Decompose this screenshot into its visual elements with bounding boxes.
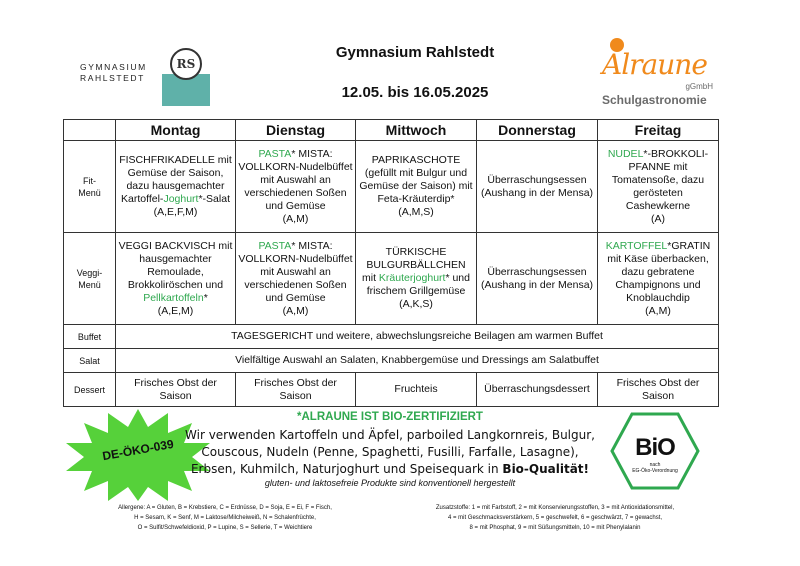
school-logo-text [80,62,147,84]
fit-thursday: Überraschungsessen (Aushang in der Mensa) [477,141,598,233]
page-title: Gymnasium Rahlstedt [335,44,495,61]
corner-cell [64,120,116,141]
veggi-monday: VEGGI BACKVISCH mit hausgemachter Remoulade, Brokkoliröschen und Pellkartoffeln* (A,E,M) [116,233,236,325]
veggi-menu-row [64,233,719,325]
allergen-codes: (A,M) [282,212,309,225]
allergen-codes: (A,K,S) [399,298,433,310]
allergen-codes: (A,M) [645,304,671,317]
day-header-tuesday: Dienstag [236,120,356,141]
dessert-tuesday: Frisches Obst der Saison [236,373,356,407]
school-logo-line2: RAHLSTEDT [80,73,145,83]
bio-seal-word: BiO [635,434,675,461]
day-header-row [64,120,719,141]
salat-label: Salat [64,349,116,373]
school-emblem-icon: RS [170,48,202,80]
bio-ingredients-text: Wir verwenden Kartoffeln und Äpfel, parboiled Langkornreis, Bulgur, Couscous, Nudeln (Penne, Spaghetti, Fusilli, Farfalle, Lasagne), Erbsen, Kuhmilch, Naturjoghurt und Speisequark in Bio-Qualität! [185,428,595,476]
caterer-logo-sub: Schulgastronomie [602,93,707,107]
caterer-logo-gmbh: gGmbH [685,82,713,91]
bio-seal [610,412,700,490]
bio-certified-heading: *ALRAUNE IST BIO-ZERTIFIZIERT [297,411,483,423]
dessert-label: Dessert [64,373,116,407]
dessert-wednesday: Fruchteis [356,373,477,407]
allergen-legend: Allergene: A = Gluten, B = Krebstiere, C = Erdnüsse, D = Soja, E = Ei, F = Fisch, H = Sesam, K = Senf, M = Laktose/Milcheiweiß, N = Schalenfrüchte, O = Sulfit/Schwefeldioxid, P = Lupine, S = Sellerie, T = Weichtiere [118,505,332,531]
fit-menu-row [64,141,719,233]
buffet-label: Buffet [64,325,116,349]
weekly-menu-table [63,119,719,407]
allergen-codes: (A,E,M) [157,304,194,317]
fit-tuesday: PASTA* MISTA: VOLLKORN-Nudelbüffet mit Auswahl an verschiedenen Soßen und Gemüse (A,M) [236,141,356,233]
dessert-friday: Frisches Obst der Saison [598,373,719,407]
gluten-note: gluten- und laktosefreie Produkte sind konventionell hergestellt [264,478,516,488]
caterer-logo [600,38,725,108]
veggi-friday: KARTOFFEL*GRATIN mit Käse überbacken, dazu gebratene Champignons und Knoblauchdip (A,M) [598,233,719,325]
fit-friday: NUDEL*-BROKKOLI-PFANNE mit Tomatensoße, dazu gerösteten Cashewkerne (A) [598,141,719,233]
allergen-codes: (A) [651,212,665,225]
veggi-thursday: Überraschungsessen (Aushang in der Mensa) [477,233,598,325]
additives-legend: Zusatzstoffe: 1 = mit Farbstoff, 2 = mit Konservierungsstoffen, 3 = mit Antioxidationsmittel, 4 = mit Geschmacksverstärkern, 5 = geschwefelt, 6 = geschwärzt, 7 = gewachst, 8 = mit Phosphat, 9 = mit Süßungsmitteln, 10 = mit Phenylalanin [435,505,675,531]
veggi-wednesday: TÜRKISCHE BULGURBÄLLCHEN mit Kräuterjoghurt* und frischem Grillgemüse (A,K,S) [356,233,477,325]
date-range: 12.05. bis 16.05.2025 [341,84,489,101]
salat-row [64,349,719,373]
veggi-tuesday: PASTA* MISTA: VOLLKORN-Nudelbüffet mit Auswahl an verschiedenen Soßen und Gemüse (A,M) [236,233,356,325]
school-logo [80,46,220,104]
fit-monday: FISCHFRIKADELLE mit Gemüse der Saison, dazu hausgemachter Kartoffel-Joghurt*-Salat (A,E,F,M) [116,141,236,233]
day-header-friday: Freitag [598,120,719,141]
dessert-row [64,373,719,407]
bio-seal-sub: nach EG-Öko-Verordnung [632,462,678,474]
veggi-menu-label: Veggi- Menü [64,233,116,325]
caterer-logo-word: Alraune [602,48,707,81]
buffet-row [64,325,719,349]
school-logo-line1: GYMNASIUM [80,62,147,72]
day-header-monday: Montag [116,120,236,141]
allergen-codes: (A,E,F,M) [153,206,198,218]
allergen-codes: (A,M,S) [398,206,434,218]
allergen-codes: (A,M) [282,304,309,317]
dessert-thursday: Überraschungsdessert [477,373,598,407]
fit-wednesday: PAPRIKASCHOTE (gefüllt mit Bulgur und Gemüse der Saison) mit Feta-Kräuterdip* (A,M,S) [356,141,477,233]
day-header-wednesday: Mittwoch [356,120,477,141]
dessert-monday: Frisches Obst der Saison [116,373,236,407]
buffet-text: TAGESGERICHT und weitere, abwechslungsreiche Beilagen am warmen Buffet [116,325,719,349]
day-header-thursday: Donnerstag [477,120,598,141]
oeko-code: DE-ÖKO-039 [101,436,175,464]
fit-menu-label: Fit- Menü [64,141,116,233]
salat-text: Vielfältige Auswahl an Salaten, Knabbergemüse und Dressings am Salatbuffet [116,349,719,373]
